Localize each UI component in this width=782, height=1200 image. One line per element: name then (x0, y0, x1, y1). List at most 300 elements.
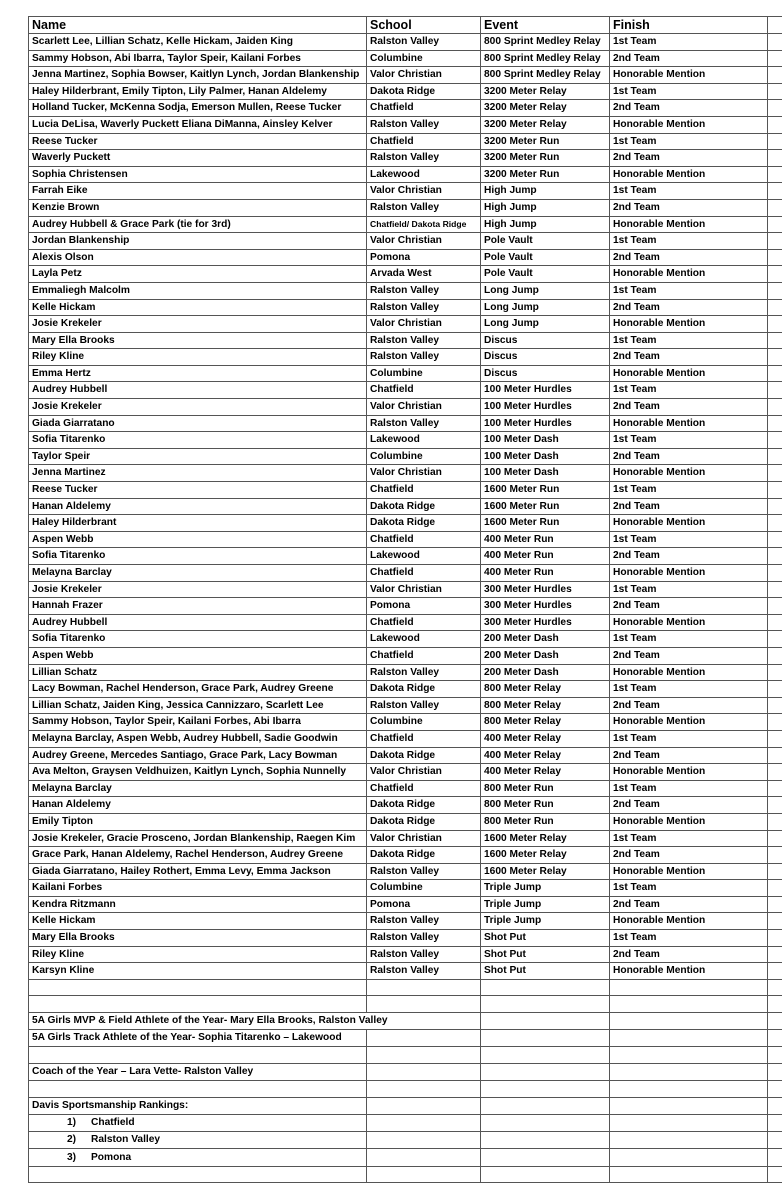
cell-finish: 2nd Team (610, 946, 768, 963)
cell-event: 3200 Meter Run (481, 166, 610, 183)
cell-extra (768, 100, 782, 117)
cell-school: Chatfield (367, 531, 481, 548)
cell-school: Ralston Valley (367, 116, 481, 133)
cell-name: Josie Krekeler (29, 581, 367, 598)
cell-school: Ralston Valley (367, 930, 481, 947)
table-row (29, 150, 782, 167)
cell-name: Haley Hilderbrant (29, 515, 367, 532)
cell-name: Lillian Schatz (29, 664, 367, 681)
cell-finish: Honorable Mention (610, 415, 768, 432)
cell-extra (768, 681, 782, 698)
cell-school: Ralston Valley (367, 332, 481, 349)
cell-event: Pole Vault (481, 266, 610, 283)
cell-extra (768, 199, 782, 216)
cell-name: Emma Hertz (29, 365, 367, 382)
header-event: Event (481, 17, 610, 34)
cell-extra (768, 548, 782, 565)
cell-finish: 2nd Team (610, 647, 768, 664)
cell-school: Valor Christian (367, 399, 481, 416)
award-row-coach (29, 1064, 782, 1081)
table-row (29, 598, 782, 615)
cell-extra (768, 67, 782, 84)
cell-name: Riley Kline (29, 349, 367, 366)
cell-finish: 1st Team (610, 930, 768, 947)
cell-event: 1600 Meter Relay (481, 830, 610, 847)
cell-event: Shot Put (481, 946, 610, 963)
cell-name: Hannah Frazer (29, 598, 367, 615)
table-row (29, 216, 782, 233)
cell-event: 800 Meter Relay (481, 697, 610, 714)
cell-school: Chatfield (367, 100, 481, 117)
cell-finish: 2nd Team (610, 548, 768, 565)
cell-finish: Honorable Mention (610, 67, 768, 84)
cell-finish: Honorable Mention (610, 266, 768, 283)
cell-extra (768, 631, 782, 648)
cell-name: Holland Tucker, McKenna Sodja, Emerson Mullen, Reese Tucker (29, 100, 367, 117)
cell-event: High Jump (481, 183, 610, 200)
cell-finish: 1st Team (610, 332, 768, 349)
cell-name: Sofia Titarenko (29, 631, 367, 648)
cell-name: Mary Ella Brooks (29, 930, 367, 947)
table-row (29, 780, 782, 797)
cell-extra (768, 415, 782, 432)
cell-finish: 2nd Team (610, 299, 768, 316)
cell-finish: 2nd Team (610, 697, 768, 714)
cell-name: Karsyn Kline (29, 963, 367, 980)
cell-name: Lacy Bowman, Rachel Henderson, Grace Park, Audrey Greene (29, 681, 367, 698)
cell-school: Chatfield (367, 382, 481, 399)
cell-finish: 1st Team (610, 681, 768, 698)
awards-section (29, 979, 782, 1182)
cell-school: Chatfield (367, 780, 481, 797)
cell-finish: 2nd Team (610, 896, 768, 913)
cell-event: 300 Meter Hurdles (481, 581, 610, 598)
cell-finish: Honorable Mention (610, 913, 768, 930)
table-row (29, 399, 782, 416)
cell-school: Valor Christian (367, 581, 481, 598)
cell-event: Pole Vault (481, 249, 610, 266)
table-row (29, 498, 782, 515)
cell-extra (768, 316, 782, 333)
cell-finish: Honorable Mention (610, 714, 768, 731)
cell-extra (768, 282, 782, 299)
cell-extra (768, 465, 782, 482)
cell-extra (768, 332, 782, 349)
cell-finish: 1st Team (610, 482, 768, 499)
table-row (29, 199, 782, 216)
cell-name: Sammy Hobson, Taylor Speir, Kailani Forbes, Abi Ibarra (29, 714, 367, 731)
cell-extra (768, 780, 782, 797)
cell-school: Pomona (367, 598, 481, 615)
cell-school: Chatfield (367, 565, 481, 582)
cell-extra (768, 880, 782, 897)
cell-school: Valor Christian (367, 830, 481, 847)
cell-name: Audrey Greene, Mercedes Santiago, Grace Park, Lacy Bowman (29, 747, 367, 764)
cell-finish: 2nd Team (610, 797, 768, 814)
cell-finish: 2nd Team (610, 498, 768, 515)
cell-school: Chatfield (367, 647, 481, 664)
cell-finish: Honorable Mention (610, 863, 768, 880)
results-table (28, 16, 782, 1183)
cell-finish: Honorable Mention (610, 614, 768, 631)
cell-name: Audrey Hubbell (29, 382, 367, 399)
table-row (29, 299, 782, 316)
cell-finish: 1st Team (610, 282, 768, 299)
table-row (29, 614, 782, 631)
ranking-row (29, 1149, 782, 1166)
cell-finish: Honorable Mention (610, 813, 768, 830)
table-row (29, 83, 782, 100)
cell-event: 400 Meter Relay (481, 764, 610, 781)
header-school: School (367, 17, 481, 34)
table-row (29, 382, 782, 399)
cell-finish: Honorable Mention (610, 166, 768, 183)
cell-finish: 2nd Team (610, 199, 768, 216)
table-row (29, 183, 782, 200)
cell-name: Kailani Forbes (29, 880, 367, 897)
header-row (29, 17, 782, 34)
cell-finish: Honorable Mention (610, 764, 768, 781)
cell-school: Columbine (367, 880, 481, 897)
cell-name: Sophia Christensen (29, 166, 367, 183)
cell-name: Sammy Hobson, Abi Ibarra, Taylor Speir, Kailani Forbes (29, 50, 367, 67)
cell-finish: 1st Team (610, 581, 768, 598)
cell-school: Ralston Valley (367, 282, 481, 299)
cell-event: Discus (481, 332, 610, 349)
cell-name: Melayna Barclay (29, 565, 367, 582)
cell-event: 800 Sprint Medley Relay (481, 50, 610, 67)
cell-finish: 1st Team (610, 233, 768, 250)
award-row-track (29, 1030, 782, 1047)
ranking-school: Ralston Valley (91, 1134, 161, 1146)
cell-finish: 2nd Team (610, 50, 768, 67)
cell-extra (768, 581, 782, 598)
ranking-row (29, 1132, 782, 1149)
cell-event: Long Jump (481, 282, 610, 299)
cell-school: Chatfield (367, 133, 481, 150)
blank-row (29, 979, 782, 996)
table-row (29, 266, 782, 283)
table-row (29, 565, 782, 582)
cell-name: Sofia Titarenko (29, 432, 367, 449)
cell-finish: 2nd Team (610, 847, 768, 864)
cell-extra (768, 233, 782, 250)
blank-row (29, 1166, 782, 1183)
cell-finish: 2nd Team (610, 448, 768, 465)
cell-school: Dakota Ridge (367, 498, 481, 515)
cell-event: Pole Vault (481, 233, 610, 250)
cell-extra (768, 432, 782, 449)
cell-school: Chatfield (367, 730, 481, 747)
results-sheet (28, 16, 782, 1183)
cell-event: 1600 Meter Relay (481, 847, 610, 864)
cell-school: Ralston Valley (367, 349, 481, 366)
cell-school: Pomona (367, 896, 481, 913)
cell-event: 300 Meter Hurdles (481, 598, 610, 615)
cell-event: 1600 Meter Run (481, 482, 610, 499)
ranking-row (29, 1114, 782, 1131)
cell-event: Triple Jump (481, 880, 610, 897)
cell-school: Dakota Ridge (367, 83, 481, 100)
cell-event: 800 Meter Relay (481, 714, 610, 731)
cell-extra (768, 183, 782, 200)
cell-extra (768, 515, 782, 532)
cell-extra (768, 531, 782, 548)
table-row (29, 67, 782, 84)
cell-event: Triple Jump (481, 896, 610, 913)
cell-extra (768, 863, 782, 880)
table-row (29, 166, 782, 183)
cell-school: Dakota Ridge (367, 813, 481, 830)
cell-event: 400 Meter Relay (481, 730, 610, 747)
cell-name: Emily Tipton (29, 813, 367, 830)
cell-name: Kenzie Brown (29, 199, 367, 216)
cell-finish: Honorable Mention (610, 515, 768, 532)
cell-finish: Honorable Mention (610, 465, 768, 482)
cell-school: Ralston Valley (367, 34, 481, 51)
cell-extra (768, 565, 782, 582)
cell-finish: Honorable Mention (610, 664, 768, 681)
cell-event: Discus (481, 349, 610, 366)
cell-name: Sofia Titarenko (29, 548, 367, 565)
cell-name: Audrey Hubbell & Grace Park (tie for 3rd) (29, 216, 367, 233)
cell-event: Discus (481, 365, 610, 382)
cell-extra (768, 299, 782, 316)
table-row (29, 963, 782, 980)
cell-name: Grace Park, Hanan Aldelemy, Rachel Henderson, Audrey Greene (29, 847, 367, 864)
cell-event: 400 Meter Run (481, 565, 610, 582)
cell-name: Josie Krekeler, Gracie Prosceno, Jordan Blankenship, Raegen Kim (29, 830, 367, 847)
cell-extra (768, 730, 782, 747)
cell-extra (768, 399, 782, 416)
cell-extra (768, 797, 782, 814)
blank-row (29, 1047, 782, 1064)
cell-finish: 1st Team (610, 133, 768, 150)
table-row (29, 730, 782, 747)
cell-school: Ralston Valley (367, 946, 481, 963)
table-row (29, 133, 782, 150)
cell-event: 1600 Meter Run (481, 498, 610, 515)
cell-event: 3200 Meter Relay (481, 83, 610, 100)
table-row (29, 50, 782, 67)
cell-finish: 2nd Team (610, 249, 768, 266)
cell-school: Columbine (367, 365, 481, 382)
cell-extra (768, 216, 782, 233)
cell-event: Long Jump (481, 299, 610, 316)
cell-school: Ralston Valley (367, 963, 481, 980)
cell-event: 100 Meter Hurdles (481, 382, 610, 399)
cell-event: 800 Sprint Medley Relay (481, 67, 610, 84)
cell-school: Dakota Ridge (367, 681, 481, 698)
blank-row (29, 996, 782, 1013)
cell-name: Reese Tucker (29, 133, 367, 150)
award-coach: Coach of the Year – Lara Vette- Ralston Valley (29, 1064, 367, 1081)
table-row (29, 548, 782, 565)
cell-school: Dakota Ridge (367, 797, 481, 814)
cell-school: Chatfield/ Dakota Ridge (367, 216, 481, 233)
cell-event: 3200 Meter Run (481, 133, 610, 150)
cell-school: Lakewood (367, 432, 481, 449)
cell-finish: Honorable Mention (610, 565, 768, 582)
cell-event: 100 Meter Hurdles (481, 399, 610, 416)
cell-event: 300 Meter Hurdles (481, 614, 610, 631)
cell-event: 200 Meter Dash (481, 664, 610, 681)
ranking-number: 1) (67, 1117, 77, 1129)
cell-event: 3200 Meter Run (481, 150, 610, 167)
table-row (29, 813, 782, 830)
table-row (29, 531, 782, 548)
cell-name: Alexis Olson (29, 249, 367, 266)
cell-finish: Honorable Mention (610, 365, 768, 382)
cell-name: Farrah Eike (29, 183, 367, 200)
cell-name: Audrey Hubbell (29, 614, 367, 631)
cell-finish: 2nd Team (610, 100, 768, 117)
cell-finish: 1st Team (610, 631, 768, 648)
cell-event: 400 Meter Relay (481, 747, 610, 764)
cell-school: Ralston Valley (367, 697, 481, 714)
table-row (29, 747, 782, 764)
cell-school: Ralston Valley (367, 863, 481, 880)
cell-name: Riley Kline (29, 946, 367, 963)
cell-finish: Honorable Mention (610, 963, 768, 980)
cell-school: Valor Christian (367, 316, 481, 333)
cell-extra (768, 963, 782, 980)
award-row-mvp (29, 1013, 782, 1030)
cell-event: High Jump (481, 199, 610, 216)
table-row (29, 896, 782, 913)
cell-event: 1600 Meter Relay (481, 863, 610, 880)
cell-finish: 1st Team (610, 780, 768, 797)
cell-extra (768, 116, 782, 133)
cell-event: 200 Meter Dash (481, 647, 610, 664)
cell-event: Shot Put (481, 963, 610, 980)
cell-extra (768, 946, 782, 963)
cell-name: Kendra Ritzmann (29, 896, 367, 913)
cell-extra (768, 482, 782, 499)
cell-finish: 1st Team (610, 432, 768, 449)
table-row (29, 100, 782, 117)
cell-finish: 1st Team (610, 830, 768, 847)
cell-event: Shot Put (481, 930, 610, 947)
cell-name: Aspen Webb (29, 531, 367, 548)
cell-extra (768, 647, 782, 664)
table-row (29, 415, 782, 432)
cell-extra (768, 664, 782, 681)
cell-extra (768, 50, 782, 67)
sportsmanship-title: Davis Sportsmanship Rankings: (29, 1097, 367, 1114)
cell-event: 800 Meter Run (481, 813, 610, 830)
cell-school: Ralston Valley (367, 199, 481, 216)
cell-school: Chatfield (367, 614, 481, 631)
table-row (29, 482, 782, 499)
cell-finish: 1st Team (610, 382, 768, 399)
table-row (29, 365, 782, 382)
table-row (29, 316, 782, 333)
header-name: Name (29, 17, 367, 34)
cell-school: Lakewood (367, 631, 481, 648)
cell-extra (768, 764, 782, 781)
cell-extra (768, 365, 782, 382)
table-row (29, 647, 782, 664)
cell-extra (768, 83, 782, 100)
cell-school: Lakewood (367, 548, 481, 565)
cell-name: Giada Giarratano, Hailey Rothert, Emma Levy, Emma Jackson (29, 863, 367, 880)
cell-event: 200 Meter Dash (481, 631, 610, 648)
cell-name: Aspen Webb (29, 647, 367, 664)
cell-school: Ralston Valley (367, 299, 481, 316)
cell-name: Haley Hilderbrant, Emily Tipton, Lily Palmer, Hanan Aldelemy (29, 83, 367, 100)
table-row (29, 249, 782, 266)
table-row (29, 880, 782, 897)
cell-school: Valor Christian (367, 764, 481, 781)
cell-name: Jenna Martinez (29, 465, 367, 482)
cell-name: Waverly Puckett (29, 150, 367, 167)
cell-finish: 1st Team (610, 730, 768, 747)
cell-school: Chatfield (367, 482, 481, 499)
cell-event: Triple Jump (481, 913, 610, 930)
cell-name: Kelle Hickam (29, 299, 367, 316)
cell-school: Dakota Ridge (367, 847, 481, 864)
cell-school: Columbine (367, 448, 481, 465)
cell-name: Jordan Blankenship (29, 233, 367, 250)
table-row (29, 34, 782, 51)
cell-school: Dakota Ridge (367, 515, 481, 532)
cell-extra (768, 133, 782, 150)
award-mvp: 5A Girls MVP & Field Athlete of the Year- Mary Ella Brooks, Ralston Valley (32, 1013, 390, 1029)
cell-extra (768, 830, 782, 847)
cell-extra (768, 249, 782, 266)
cell-name: Giada Giarratano (29, 415, 367, 432)
cell-extra (768, 382, 782, 399)
cell-extra (768, 847, 782, 864)
cell-name: Taylor Speir (29, 448, 367, 465)
header-finish: Finish (610, 17, 768, 34)
cell-extra (768, 166, 782, 183)
cell-event: 100 Meter Dash (481, 448, 610, 465)
table-row (29, 764, 782, 781)
cell-extra (768, 34, 782, 51)
cell-school: Ralston Valley (367, 664, 481, 681)
table-row (29, 116, 782, 133)
table-row (29, 233, 782, 250)
cell-school: Ralston Valley (367, 415, 481, 432)
cell-extra (768, 913, 782, 930)
cell-school: Dakota Ridge (367, 747, 481, 764)
results-body (29, 34, 782, 980)
cell-school: Lakewood (367, 166, 481, 183)
table-row (29, 697, 782, 714)
cell-extra (768, 150, 782, 167)
table-row (29, 631, 782, 648)
cell-event: 400 Meter Run (481, 531, 610, 548)
cell-finish: 1st Team (610, 34, 768, 51)
cell-event: 100 Meter Hurdles (481, 415, 610, 432)
cell-event: High Jump (481, 216, 610, 233)
table-row (29, 847, 782, 864)
cell-extra (768, 448, 782, 465)
cell-finish: 1st Team (610, 83, 768, 100)
award-track: 5A Girls Track Athlete of the Year- Sophia Titarenko – Lakewood (32, 1030, 344, 1046)
table-row (29, 714, 782, 731)
cell-name: Layla Petz (29, 266, 367, 283)
cell-name: Ava Melton, Graysen Veldhuizen, Kaitlyn Lynch, Sophia Nunnelly (29, 764, 367, 781)
table-row (29, 946, 782, 963)
cell-school: Columbine (367, 714, 481, 731)
cell-finish: 2nd Team (610, 349, 768, 366)
cell-name: Melayna Barclay, Aspen Webb, Audrey Hubbell, Sadie Goodwin (29, 730, 367, 747)
cell-school: Valor Christian (367, 183, 481, 200)
cell-event: 3200 Meter Relay (481, 116, 610, 133)
